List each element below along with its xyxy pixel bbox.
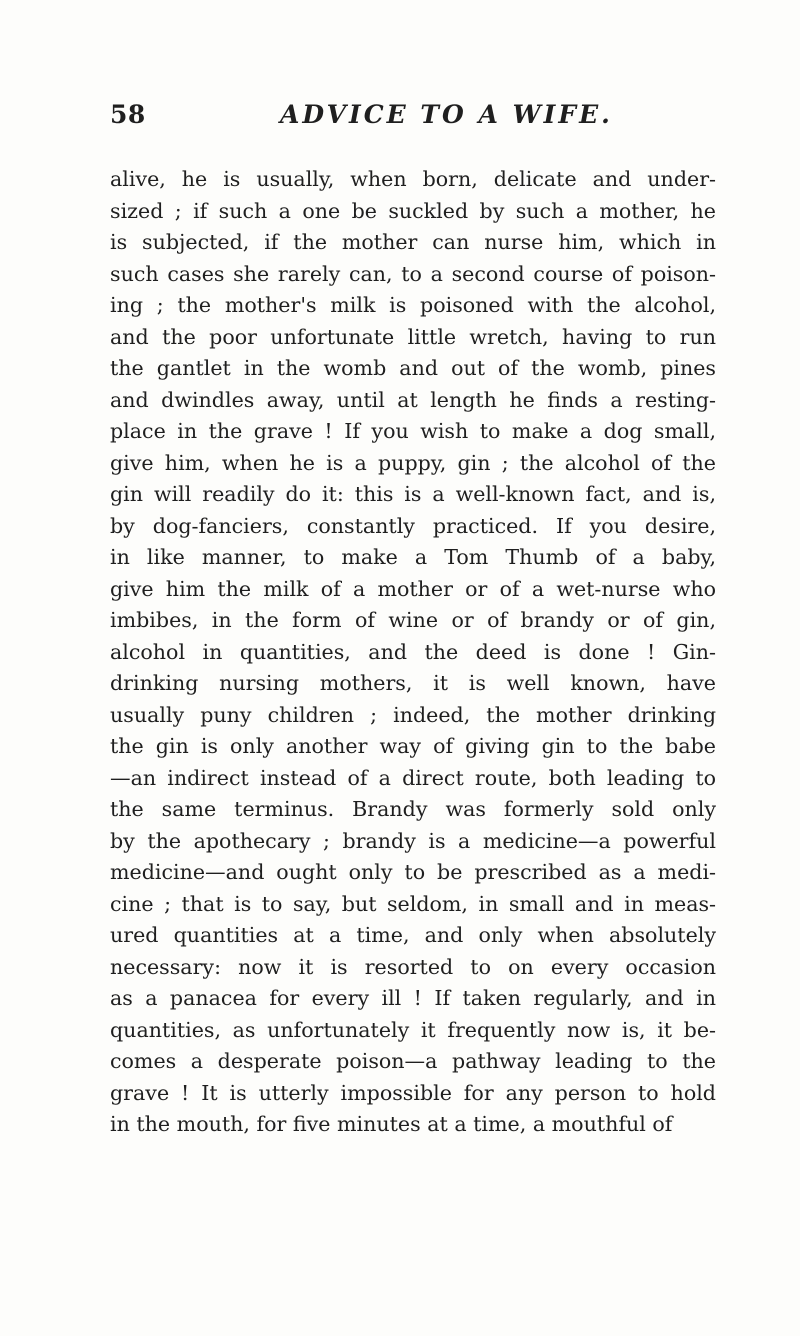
text-line: gin will readily do it: this is a well-known fact, and is, [110, 482, 716, 506]
text-line: alcohol in quantities, and the deed is done ! Gin- [110, 639, 716, 664]
text-line: comes a desperate poison—a pathway leading to the [110, 1049, 716, 1073]
text-line: give him, when he is a puppy, gin ; the alcohol of the [110, 450, 716, 475]
text-line: and dwindles away, until at length he finds a resting- [110, 387, 716, 412]
text-line: the gin is only another way of giving gin to the babe [110, 734, 716, 758]
body-paragraph [110, 164, 716, 1141]
text-line: in like manner, to make a Tom Thumb of a baby, [110, 545, 716, 569]
running-title: ADVICE TO A WIFE. [280, 100, 613, 129]
text-line: cine ; that is to say, but seldom, in small and in meas- [110, 891, 716, 916]
text-line: the gantlet in the womb and out of the womb, pines [110, 356, 716, 380]
text-line: and the poor unfortunate little wretch, having to run [110, 324, 716, 349]
page-number: 58 [110, 100, 146, 129]
text-line: sized ; if such a one be suckled by such a mother, he [110, 198, 716, 223]
text-line: as a panacea for every ill ! If taken regularly, and in [110, 986, 716, 1010]
text-line: drinking nursing mothers, it is well known, have [110, 671, 716, 695]
text-line: grave ! It is utterly impossible for any person to hold [110, 1080, 716, 1105]
text-line: such cases she rarely can, to a second course of poison- [110, 261, 716, 286]
text-line: place in the grave ! If you wish to make a dog small, [110, 419, 716, 443]
text-line: in the mouth, for five minutes at a time, a mouthful of [110, 1112, 673, 1136]
text-line: quantities, as unfortunately it frequently now is, it be- [110, 1017, 716, 1042]
text-line: ing ; the mother's milk is poisoned with the alcohol, [110, 293, 716, 317]
text-line: necessary: now it is resorted to on every occasion [110, 954, 716, 979]
text-line: by dog-fanciers, constantly practiced. If you desire, [110, 513, 716, 538]
text-line: give him the milk of a mother or of a wet-nurse who [110, 576, 716, 601]
text-line: by the apothecary ; brandy is a medicine—a powerful [110, 828, 716, 853]
text-line: imbibes, in the form of wine or of brandy or of gin, [110, 608, 716, 632]
text-line: usually puny children ; indeed, the mother drinking [110, 702, 716, 727]
running-head [110, 100, 710, 140]
text-line: alive, he is usually, when born, delicate and under- [110, 167, 716, 191]
text-line: —an indirect instead of a direct route, both leading to [110, 765, 716, 790]
text-line: the same terminus. Brandy was formerly sold only [110, 797, 716, 821]
text-line: medicine—and ought only to be prescribed as a medi- [110, 860, 716, 884]
text-line: is subjected, if the mother can nurse him, which in [110, 230, 716, 254]
text-line: ured quantities at a time, and only when absolutely [110, 923, 716, 947]
